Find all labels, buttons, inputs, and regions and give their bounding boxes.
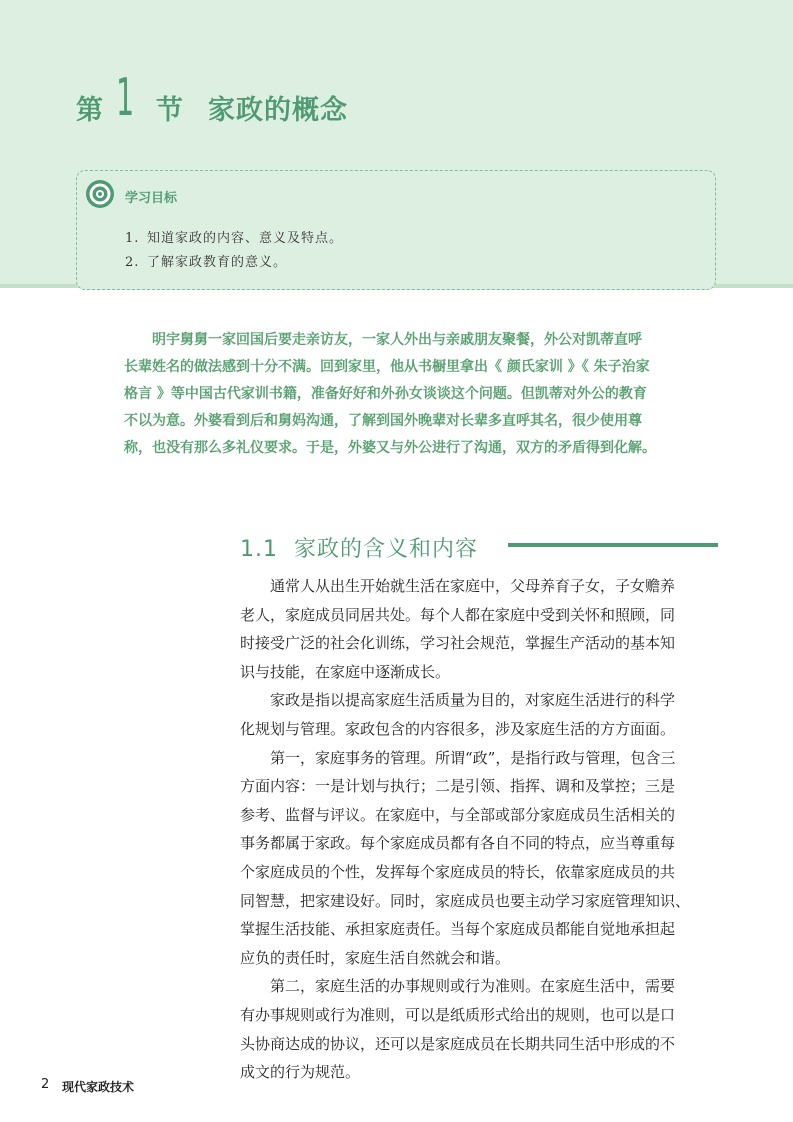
- goal-item-number: 1.: [125, 231, 140, 246]
- goal-item-text: 知道家政的内容、意义及特点。: [147, 231, 344, 246]
- subsection-title: 家政的含义和内容: [294, 537, 479, 562]
- body-line: 掌握生活技能、承担家庭责任。当每个家庭成员都能自觉地承担起: [240, 920, 676, 939]
- section-title: 家政的概念: [208, 95, 348, 126]
- body-line: 第二，家庭生活的办事规则或行为准则。在家庭生活中，需要: [270, 977, 676, 996]
- learning-goals-box: [76, 170, 716, 290]
- subsection-heading: [240, 532, 478, 563]
- body-line: 头协商达成的协议，还可以是家庭成员在长期共同生活中形成的不: [240, 1034, 676, 1053]
- story-line: 明宇舅舅一家回国后要走亲访友，一家人外出与亲戚朋友聚餐，外公对凯蒂直呼: [152, 332, 642, 348]
- body-line: 通常人从出生开始就生活在家庭中，父母养育子女，子女赡养: [270, 577, 676, 595]
- body-line: 化规划与管理。家政包含的内容很多，涉及家庭生活的方方面面。: [240, 719, 676, 738]
- book-title: 现代家政技术: [62, 1080, 135, 1094]
- story-line: 称，也没有那么多礼仪要求。于是，外婆又与外公进行了沟通，双方的矛盾得到化解。: [124, 440, 656, 456]
- body-line: 同智慧，把家建设好。同时，家庭成员也要主动学习家庭管理知识、: [240, 891, 691, 910]
- page-number: 2: [41, 1077, 50, 1092]
- goal-item: [125, 227, 343, 246]
- learning-goals-title: 学习目标: [125, 191, 178, 206]
- section-number: 1: [116, 68, 135, 128]
- body-line: 方面内容：一是计划与执行；二是引领、指挥、调和及掌控；三是: [240, 777, 676, 796]
- goal-item: [125, 251, 287, 270]
- body-line: 第一，家庭事务的管理。所谓“政”，是指行政与管理，包含三: [270, 748, 676, 767]
- body-line: 时接受广泛的社会化训练，学习社会规范，掌握生产活动的基本知: [240, 634, 676, 653]
- goal-item-text: 了解家政教育的意义。: [147, 255, 288, 270]
- story-line: 格言 》等中国古代家训书籍，准备好好和外孙女谈谈这个问题。但凯蒂对外公的教育: [124, 386, 647, 402]
- body-line: 家政是指以提高家庭生活质量为目的，对家庭生活进行的科学: [270, 691, 676, 710]
- subsection-number: 1.1: [240, 537, 278, 562]
- body-line: 有办事规则或行为准则，可以是纸质形式给出的规则，也可以是口: [240, 1005, 676, 1024]
- subsection-rule: [508, 543, 718, 547]
- story-line: 不以为意。外婆看到后和舅妈沟通，了解到国外晚辈对长辈多直呼其名，很少使用尊: [124, 413, 642, 429]
- body-line: 事务都属于家政。每个家庭成员都有各自不同的特点，应当尊重每: [240, 834, 676, 853]
- story-line: 长辈姓名的做法感到十分不满。回到家里，他从书橱里拿出《 颜氏家训 》《 朱子治家: [124, 359, 650, 375]
- body-text: [240, 572, 718, 1087]
- target-icon: [85, 179, 115, 209]
- body-line: 参考、监督与评议。在家庭中，与全部或部分家庭成员生活相关的: [240, 805, 676, 824]
- goal-item-number: 2.: [125, 255, 140, 270]
- section-prefix: 第: [76, 95, 104, 126]
- body-line: 老人，家庭成员同居共处。每个人都在家庭中受到关怀和照顾，同: [240, 605, 676, 624]
- section-suffix: 节: [156, 95, 184, 126]
- body-line: 应负的责任时，家庭生活自然就会和谐。: [240, 948, 511, 967]
- body-line: 成文的行为规范。: [240, 1063, 361, 1082]
- body-line: 个家庭成员的个性，发挥每个家庭成员的特长，依靠家庭成员的共: [240, 862, 676, 881]
- body-line: 识与技能，在家庭中逐渐成长。: [240, 662, 451, 681]
- intro-story: [124, 327, 676, 462]
